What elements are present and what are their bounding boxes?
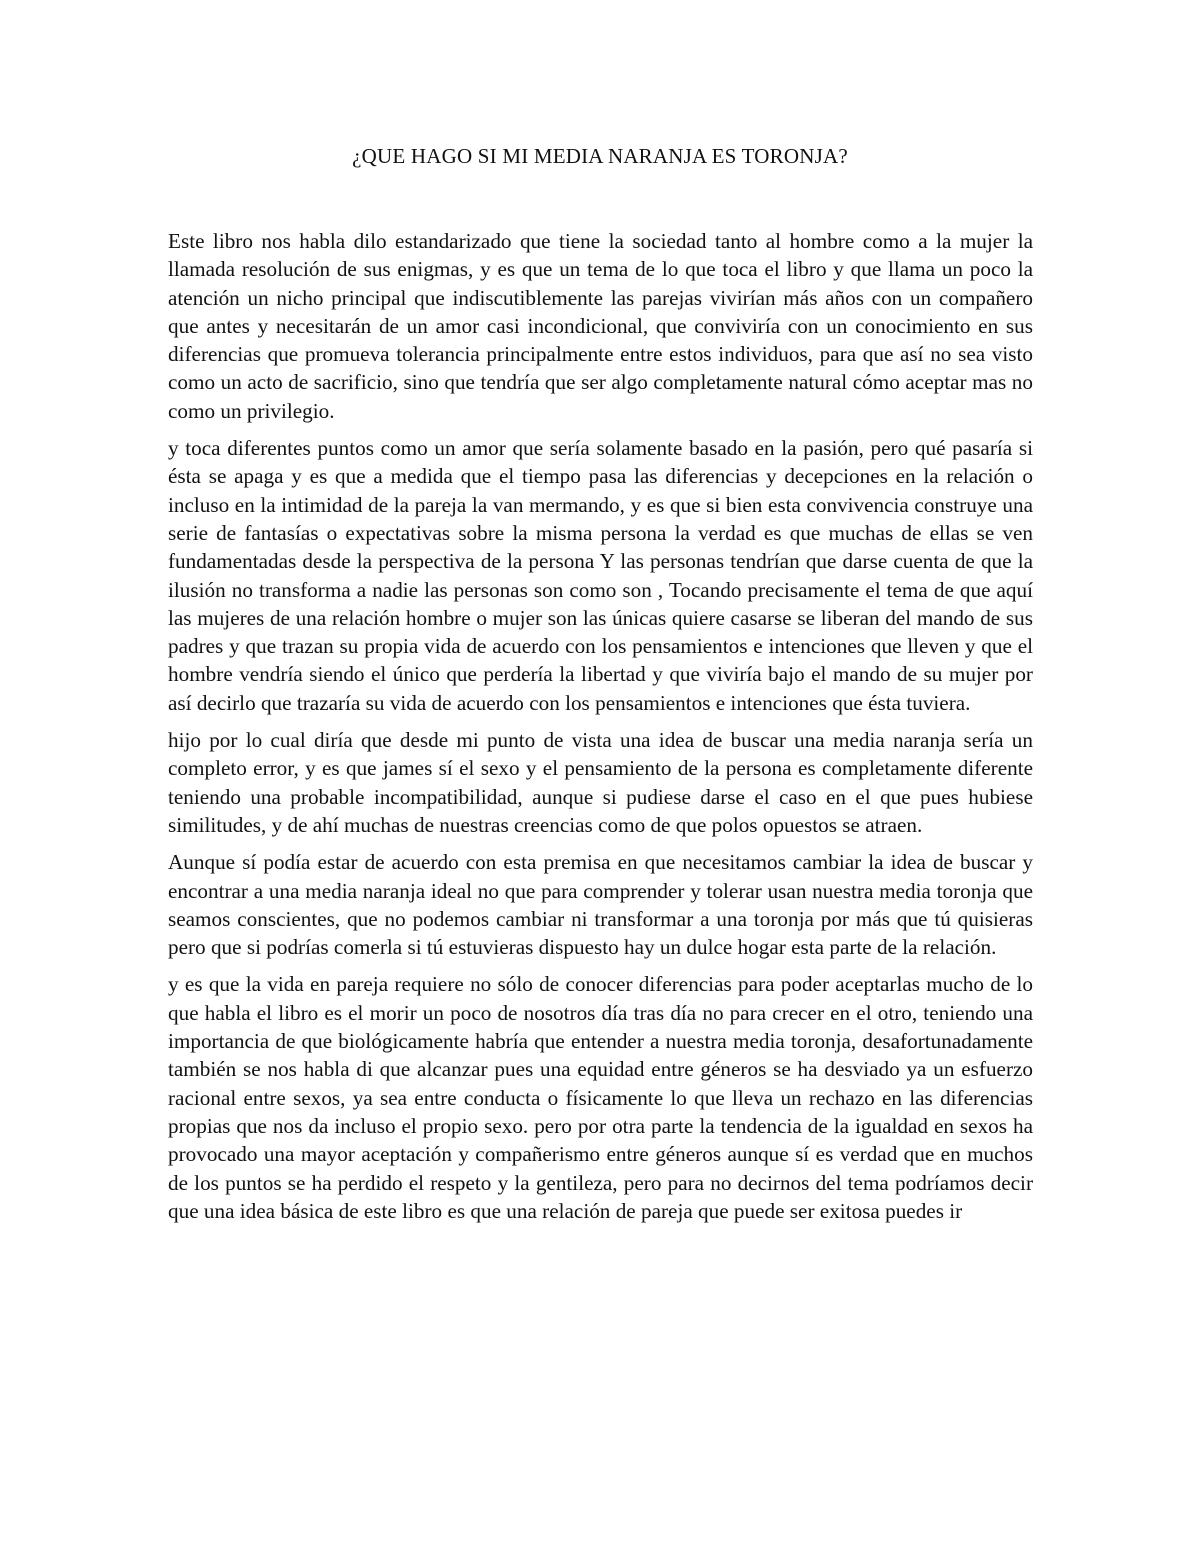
- paragraph-4: Aunque sí podía estar de acuerdo con esta premisa en que necesitamos cambiar la idea de buscar y encontrar a una media naranja ideal no que para comprender y tolerar usan nuestra media toronja que seamos conscientes, que no podemos cambiar ni transformar a una toronja por más que tú quisieras pero que si podrías comerla si tú estuvieras dispuesto hay un dulce hogar esta parte de la relación.: [168, 850, 1033, 960]
- document-title: ¿QUE HAGO SI MI MEDIA NARANJA ES TORONJA?: [352, 144, 848, 168]
- paragraph-3: hijo por lo cual diría que desde mi punto de vista una idea de buscar una media naranja sería un completo error, y es que james sí el sexo y el pensamiento de la persona es completamente diferente teniendo una probable incompatibilidad, aunque si pudiese darse el caso en el que pues hubiese similitudes, y de ahí muchas de nuestras creencias como de que polos opuestos se atraen.: [168, 728, 1033, 837]
- document-body: [168, 227, 1033, 1234]
- paragraph-1: Este libro nos habla dilo estandarizado que tiene la sociedad tanto al hombre como a la mujer la llamada resolución de sus enigmas, y es que un tema de lo que toca el libro y que llama un poco la atención un nicho principal que indiscutiblemente las parejas vivirían más años con un compañero que antes y necesitarán de un amor casi incondicional, que conviviría con un conocimiento en sus diferencias que promueva tolerancia principalmente entre estos individuos, para que así no sea visto como un acto de sacrificio, sino que tendría que ser algo completamente natural cómo aceptar mas no como un privilegio.: [168, 229, 1033, 423]
- paragraph-2: y toca diferentes puntos como un amor que sería solamente basado en la pasión, pero qué pasaría si ésta se apaga y es que a medida que el tiempo pasa las diferencias y decepciones en la relación o incluso en la intimidad de la pareja la van mermando, y es que si bien esta convivencia construye una serie de fantasías o expectativas sobre la misma persona la verdad es que muchas de ellas se ven fundamentadas desde la perspectiva de la persona Y las personas tendrían que darse cuenta de que la ilusión no transforma a nadie las personas son como son , Tocando precisamente el tema de que aquí las mujeres de una relación hombre o mujer son las únicas quiere casarse se liberan del mando de sus padres y que trazan su propia vida de acuerdo con los pensamientos e intenciones que lleven y que el hombre vendría siendo el único que perdería la libertad y que viviría bajo el mando de su mujer por así decirlo que trazaría su vida de acuerdo con los pensamientos e intenciones que ésta tuviera.: [168, 436, 1033, 715]
- paragraph-5: y es que la vida en pareja requiere no sólo de conocer diferencias para poder aceptarlas mucho de lo que habla el libro es el morir un poco de nosotros día tras día no para crecer en el otro, teniendo una importancia de que biológicamente habría que entender a nuestra media toronja, desafortunadamente también se nos habla di que alcanzar pues una equidad entre géneros se ha desviado ya un esfuerzo racional entre sexos, ya sea entre conducta o físicamente lo que lleva un rechazo en las diferencias propias que nos da incluso el propio sexo. pero por otra parte la tendencia de la igualdad en sexos ha provocado una mayor aceptación y compañerismo entre géneros aunque sí es verdad que en muchos de los puntos se ha perdido el respeto y la gentileza, pero para no decirnos del tema podríamos decir que una idea básica de este libro es que una relación de pareja que puede ser exitosa puedes ir: [168, 972, 1033, 1223]
